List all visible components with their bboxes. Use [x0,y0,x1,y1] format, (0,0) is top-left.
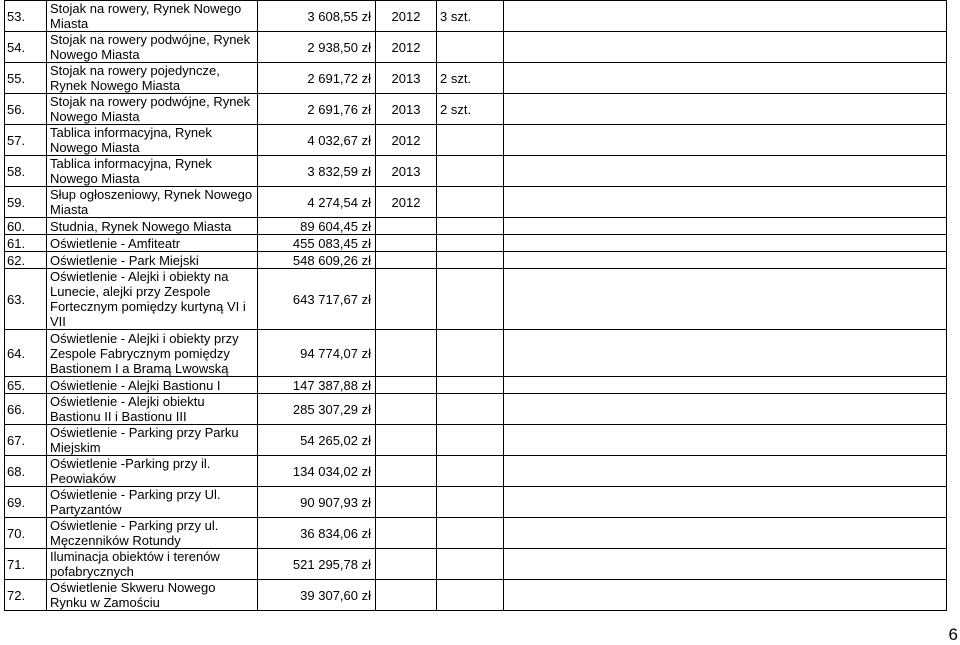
item-name: Oświetlenie - Alejki i obiekty przy Zespole Fabrycznym pomiędzy Bastionem I a Bramą Lwowską [47,330,258,377]
item-quantity [437,394,504,425]
item-cost: 2 691,76 zł [258,94,376,125]
item-name: Oświetlenie - Alejki obiektu Bastionu II i Bastionu III [47,394,258,425]
item-cost: 521 295,78 zł [258,549,376,580]
item-year: 2012 [376,32,437,63]
item-quantity [437,487,504,518]
empty-cell [504,235,947,252]
table-row [5,580,947,611]
item-cost: 134 034,02 zł [258,456,376,487]
table-row [5,394,947,425]
item-cost: 4 274,54 zł [258,187,376,218]
table-row [5,330,947,377]
item-cost: 455 083,45 zł [258,235,376,252]
item-quantity: 2 szt. [437,63,504,94]
row-number: 58. [5,156,47,187]
row-number: 57. [5,125,47,156]
row-number: 59. [5,187,47,218]
row-number: 61. [5,235,47,252]
row-number: 66. [5,394,47,425]
table-row [5,235,947,252]
item-cost: 285 307,29 zł [258,394,376,425]
row-number: 56. [5,94,47,125]
table-row [5,456,947,487]
inventory-table [4,0,947,611]
empty-cell [504,63,947,94]
item-year: 2013 [376,156,437,187]
item-cost: 54 265,02 zł [258,425,376,456]
item-name: Oświetlenie - Parking przy Ul. Partyzantów [47,487,258,518]
item-year [376,549,437,580]
item-cost: 39 307,60 zł [258,580,376,611]
item-cost: 90 907,93 zł [258,487,376,518]
item-quantity [437,156,504,187]
item-name: Studnia, Rynek Nowego Miasta [47,218,258,235]
item-name: Oświetlenie - Park Miejski [47,252,258,269]
table-row [5,1,947,32]
item-quantity [437,377,504,394]
row-number: 69. [5,487,47,518]
empty-cell [504,456,947,487]
item-cost: 643 717,67 zł [258,269,376,330]
item-name: Stojak na rowery pojedyncze, Rynek Nowego Miasta [47,63,258,94]
item-cost: 147 387,88 zł [258,377,376,394]
empty-cell [504,252,947,269]
row-number: 64. [5,330,47,377]
row-number: 60. [5,218,47,235]
item-quantity [437,425,504,456]
empty-cell [504,1,947,32]
item-quantity [437,518,504,549]
empty-cell [504,187,947,218]
item-year: 2013 [376,94,437,125]
item-year [376,252,437,269]
item-cost: 36 834,06 zł [258,518,376,549]
row-number: 67. [5,425,47,456]
item-cost: 3 608,55 zł [258,1,376,32]
item-name: Iluminacja obiektów i terenów pofabrycznych [47,549,258,580]
item-name: Oświetlenie - Alejki Bastionu I [47,377,258,394]
row-number: 65. [5,377,47,394]
row-number: 54. [5,32,47,63]
item-year [376,580,437,611]
item-cost: 548 609,26 zł [258,252,376,269]
table-row [5,187,947,218]
table-row [5,518,947,549]
empty-cell [504,580,947,611]
row-number: 63. [5,269,47,330]
item-year [376,377,437,394]
empty-cell [504,269,947,330]
item-cost: 2 691,72 zł [258,63,376,94]
item-quantity [437,580,504,611]
row-number: 55. [5,63,47,94]
table-row [5,218,947,235]
table-row [5,32,947,63]
table-row [5,252,947,269]
item-cost: 4 032,67 zł [258,125,376,156]
item-cost: 89 604,45 zł [258,218,376,235]
table-row [5,94,947,125]
item-name: Oświetlenie -Parking przy il. Peowiaków [47,456,258,487]
item-quantity [437,252,504,269]
item-name: Oświetlenie - Alejki i obiekty na Lunecie, alejki przy Zespole Fortecznym pomiędzy kurtyną VI i VII [47,269,258,330]
item-year [376,269,437,330]
row-number: 72. [5,580,47,611]
table-row [5,156,947,187]
row-number: 62. [5,252,47,269]
table-row [5,377,947,394]
item-year [376,330,437,377]
table-row [5,125,947,156]
item-year [376,456,437,487]
item-name: Słup ogłoszeniowy, Rynek Nowego Miasta [47,187,258,218]
empty-cell [504,518,947,549]
item-year [376,235,437,252]
item-name: Tablica informacyjna, Rynek Nowego Miasta [47,125,258,156]
item-quantity [437,456,504,487]
table-row [5,63,947,94]
item-name: Oświetlenie - Amfiteatr [47,235,258,252]
item-cost: 3 832,59 zł [258,156,376,187]
item-year [376,487,437,518]
item-cost: 2 938,50 zł [258,32,376,63]
row-number: 68. [5,456,47,487]
item-quantity [437,32,504,63]
empty-cell [504,125,947,156]
empty-cell [504,94,947,125]
item-quantity [437,330,504,377]
item-quantity [437,218,504,235]
item-year: 2012 [376,1,437,32]
item-year [376,425,437,456]
item-name: Oświetlenie - Parking przy Parku Miejskim [47,425,258,456]
empty-cell [504,394,947,425]
table-row [5,487,947,518]
empty-cell [504,32,947,63]
item-cost: 94 774,07 zł [258,330,376,377]
item-name: Oświetlenie Skweru Nowego Rynku w Zamościu [47,580,258,611]
item-year: 2012 [376,187,437,218]
table-row [5,549,947,580]
page-number: 6 [948,625,958,644]
item-name: Stojak na rowery, Rynek Nowego Miasta [47,1,258,32]
row-number: 53. [5,1,47,32]
row-number: 70. [5,518,47,549]
empty-cell [504,156,947,187]
item-name: Stojak na rowery podwójne, Rynek Nowego Miasta [47,32,258,63]
inventory-table-body [5,1,947,611]
item-name: Tablica informacyjna, Rynek Nowego Miasta [47,156,258,187]
item-quantity: 3 szt. [437,1,504,32]
item-quantity [437,187,504,218]
empty-cell [504,218,947,235]
table-row [5,269,947,330]
item-quantity [437,269,504,330]
item-name: Stojak na rowery podwójne, Rynek Nowego Miasta [47,94,258,125]
item-year: 2013 [376,63,437,94]
item-quantity: 2 szt. [437,94,504,125]
item-year [376,218,437,235]
item-year: 2012 [376,125,437,156]
item-year [376,518,437,549]
empty-cell [504,377,947,394]
empty-cell [504,330,947,377]
item-quantity [437,549,504,580]
table-row [5,425,947,456]
row-number: 71. [5,549,47,580]
empty-cell [504,549,947,580]
empty-cell [504,487,947,518]
item-year [376,394,437,425]
item-quantity [437,235,504,252]
item-quantity [437,125,504,156]
item-name: Oświetlenie - Parking przy ul. Męczenników Rotundy [47,518,258,549]
empty-cell [504,425,947,456]
